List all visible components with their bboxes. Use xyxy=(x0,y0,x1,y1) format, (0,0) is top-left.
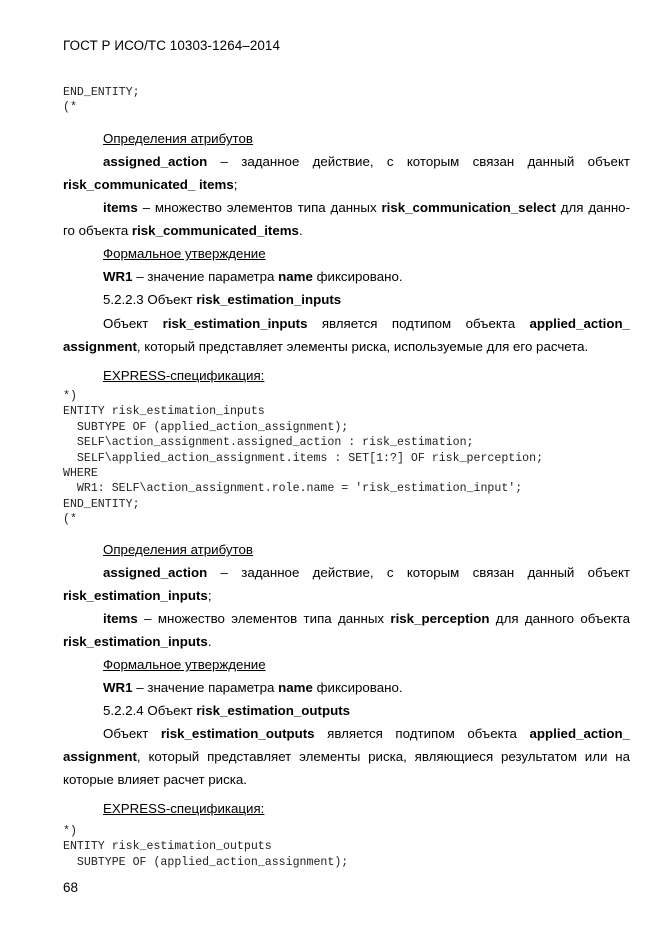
description-text: , который представляет элементы риска, используемые для его расчета. xyxy=(136,339,589,354)
word: является xyxy=(327,726,383,741)
entity-description xyxy=(103,312,630,335)
section-heading-5-2-2-3 xyxy=(103,288,341,311)
term-assigned-action: assigned_action xyxy=(103,565,208,580)
attribute-text: для данного объекта xyxy=(489,611,630,626)
attribute-text: для данно- xyxy=(555,200,630,215)
rule-text: фиксировано. xyxy=(312,269,403,284)
term-assignment: assignment xyxy=(63,339,137,354)
attribute-continuation xyxy=(63,173,237,196)
term-risk-communicated-items: risk_communicated_ items xyxy=(63,177,234,192)
section-entity-name: risk_estimation_inputs xyxy=(196,292,342,307)
punctuation: ; xyxy=(233,177,238,192)
word: объекта xyxy=(465,316,516,331)
section-number: 5.2.2.3 Объект xyxy=(103,292,197,307)
attributes-heading: Определения атрибутов xyxy=(103,542,253,557)
term-name: name xyxy=(278,680,313,695)
entity-description-continuation xyxy=(63,335,588,358)
term-assignment: assignment xyxy=(63,749,137,764)
term-risk-estimation-outputs: risk_estimation_outputs xyxy=(160,726,315,741)
word: является xyxy=(321,316,378,331)
attribute-continuation xyxy=(63,584,212,607)
attribute-continuation xyxy=(63,630,212,653)
word: объекта xyxy=(467,726,517,741)
term-risk-communicated-items: risk_communicated_items xyxy=(131,223,299,238)
attribute-text: – множество элементов типа данных xyxy=(137,200,382,215)
entity-description xyxy=(103,722,630,745)
term-risk-communication-select: risk_communication_select xyxy=(381,200,556,215)
section-number: 5.2.2.4 Объект xyxy=(103,703,197,718)
punctuation: . xyxy=(207,634,212,649)
formal-rule-wr1 xyxy=(103,265,403,288)
term-applied-action: applied_action_ xyxy=(529,726,631,741)
term-items: items xyxy=(103,200,138,215)
word: подтипом xyxy=(395,726,455,741)
attribute-continuation xyxy=(63,219,303,242)
term-assigned-action: assigned_action xyxy=(103,154,208,169)
attributes-heading: Определения атрибутов xyxy=(103,131,253,146)
attribute-assigned-action xyxy=(103,561,630,584)
entity-description-continuation xyxy=(63,745,630,768)
express-code-risk-estimation-inputs: *) ENTITY risk_estimation_inputs SUBTYPE OF (applied_action_assignment); SELF\action_assignment.assigned_action : risk_estimation; SELF\applied_action_assignment.items : SET[1:?] OF risk_perception; WHERE WR1: SELF\action_assignment.role.name = 'risk_estimation_input'; END_ENTITY; (* xyxy=(63,390,544,527)
document-header: ГОСТ Р ИСО/ТС 10303-1264–2014 xyxy=(63,38,281,53)
term-applied-action: applied_action_ xyxy=(529,316,630,331)
section-entity-name: risk_estimation_outputs xyxy=(196,703,351,718)
formal-rule-wr1 xyxy=(103,676,403,699)
express-code-risk-estimation-outputs: *) ENTITY risk_estimation_outputs SUBTYPE OF (applied_action_assignment); xyxy=(63,825,349,869)
description-text: , который представляет элементы риска, являющиеся результатом или на xyxy=(136,749,630,764)
entity-description-continuation: которые влияет расчет риска. xyxy=(63,772,247,787)
term-risk-estimation-inputs: risk_estimation_inputs xyxy=(162,316,308,331)
formal-statement-heading: Формальное утверждение xyxy=(103,246,266,261)
attribute-items xyxy=(103,607,630,630)
word: подтипом xyxy=(391,316,452,331)
attribute-text: – заданное действие, с которым связан данный объект xyxy=(207,565,630,580)
word: Объект xyxy=(103,726,149,741)
attribute-text: – заданное действие, с которым связан данный объект xyxy=(207,154,630,169)
term-wr1: WR1 xyxy=(103,680,133,695)
section-heading-5-2-2-4 xyxy=(103,699,350,722)
punctuation: . xyxy=(298,223,303,238)
attribute-text: – множество элементов типа данных xyxy=(137,611,391,626)
term-risk-estimation-inputs: risk_estimation_inputs xyxy=(63,588,208,603)
punctuation: ; xyxy=(207,588,212,603)
express-spec-heading: EXPRESS-спецификация: xyxy=(103,801,265,816)
formal-statement-heading: Формальное утверждение xyxy=(103,657,266,672)
term-risk-estimation-inputs: risk_estimation_inputs xyxy=(63,634,208,649)
express-spec-heading: EXPRESS-спецификация: xyxy=(103,368,265,383)
rule-text: – значение параметра xyxy=(132,269,279,284)
code-block-end-entity: END_ENTITY; (* xyxy=(63,86,140,115)
page-number: 68 xyxy=(63,880,78,895)
attribute-items xyxy=(103,196,630,219)
term-wr1: WR1 xyxy=(103,269,133,284)
term-items: items xyxy=(103,611,138,626)
word: Объект xyxy=(103,316,149,331)
rule-text: фиксировано. xyxy=(312,680,403,695)
attribute-assigned-action xyxy=(103,150,630,173)
attribute-text: го объекта xyxy=(63,223,132,238)
term-name: name xyxy=(278,269,313,284)
rule-text: – значение параметра xyxy=(132,680,279,695)
term-risk-perception: risk_perception xyxy=(390,611,490,626)
